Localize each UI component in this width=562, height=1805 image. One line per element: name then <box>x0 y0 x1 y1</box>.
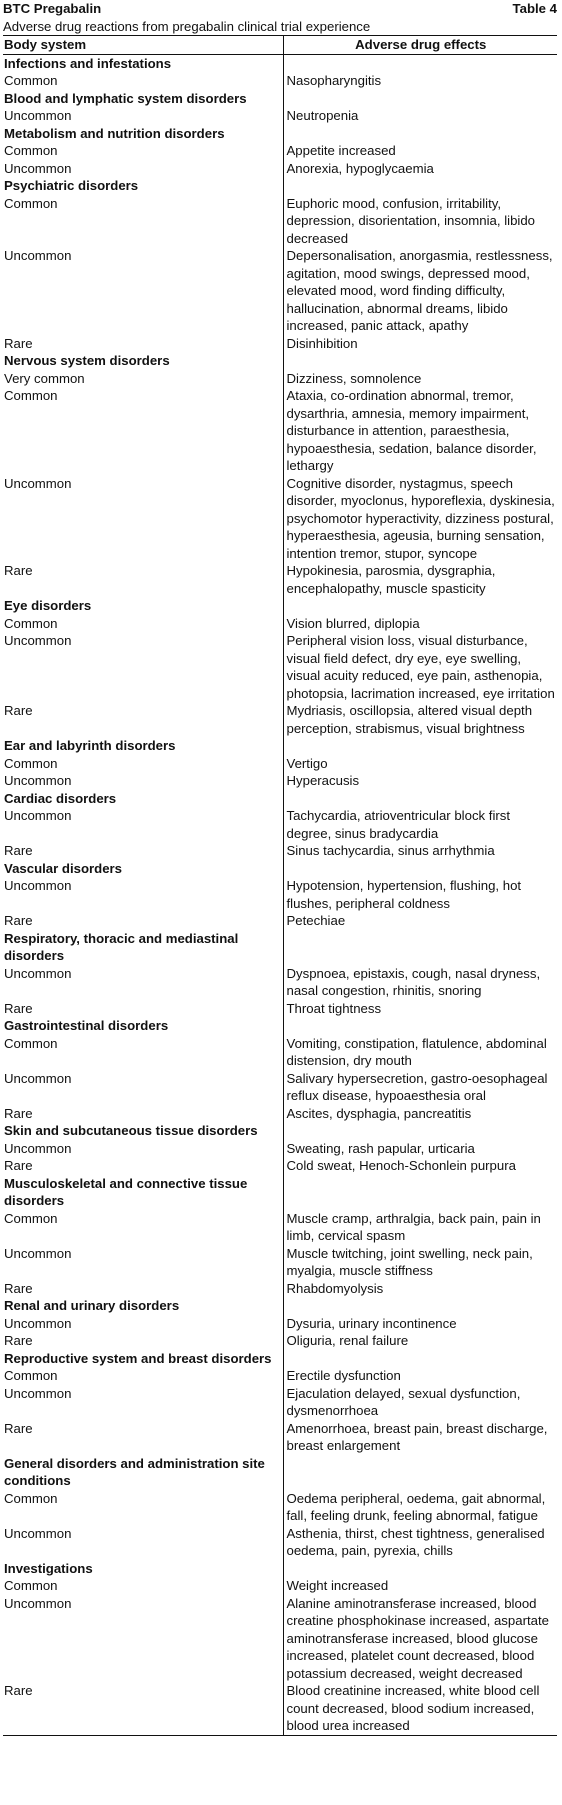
frequency-label: Uncommon <box>4 878 72 893</box>
body-system-row <box>3 790 557 808</box>
adverse-effects-cell <box>283 352 557 370</box>
frequency-label: Rare <box>4 1158 33 1173</box>
adverse-effects-cell: Hypotension, hypertension, flushing, hot flushes, peripheral coldness <box>283 877 557 912</box>
frequency-label: Uncommon <box>4 160 72 176</box>
adverse-effects-cell: Weight increased <box>283 1577 557 1595</box>
frequency-row <box>3 1035 557 1070</box>
adverse-effects-cell <box>283 54 557 72</box>
frequency-label: Rare <box>4 1333 33 1348</box>
frequency-label: Uncommon <box>4 633 72 648</box>
adverse-effects-cell: Muscle twitching, joint swelling, neck pain, myalgia, muscle stiffness <box>283 1245 557 1280</box>
adverse-effects-cell: Vomiting, constipation, flatulence, abdominal distension, dry mouth <box>283 1035 557 1070</box>
frequency-row <box>3 195 557 248</box>
table-number: Table 4 <box>512 1 557 16</box>
frequency-label: Uncommon <box>4 248 72 263</box>
frequency-row <box>3 702 557 737</box>
adverse-effects-cell: Asthenia, thirst, chest tightness, generalised oedema, pain, pyrexia, chills <box>283 1525 557 1560</box>
body-system-name: Reproductive system and breast disorders <box>4 1350 272 1366</box>
adverse-effects-cell: Anorexia, hypoglycaemia <box>283 160 557 178</box>
frequency-label: Rare <box>4 335 33 351</box>
adverse-effects-cell: Dizziness, somnolence <box>283 370 557 388</box>
adverse-effects-cell: Hyperacusis <box>283 772 557 790</box>
adverse-effects-cell: Cold sweat, Henoch-Schonlein purpura <box>283 1157 557 1175</box>
adverse-effects-cell: Appetite increased <box>283 142 557 160</box>
frequency-row <box>3 965 557 1000</box>
frequency-label: Rare <box>4 1420 33 1436</box>
frequency-row <box>3 1385 557 1420</box>
frequency-row <box>3 1577 557 1595</box>
frequency-label: Uncommon <box>4 108 72 123</box>
adverse-effects-cell <box>283 597 557 615</box>
adverse-effects-cell <box>283 1350 557 1368</box>
adverse-effects-cell: Amenorrhoea, breast pain, breast discharge, breast enlargement <box>283 1420 557 1455</box>
frequency-row <box>3 1332 557 1350</box>
adverse-effects-cell <box>283 1122 557 1140</box>
frequency-label: Common <box>4 1368 58 1383</box>
body-system-name: Skin and subcutaneous tissue disorders <box>4 1123 258 1138</box>
body-system-name: Ear and labyrinth disorders <box>4 738 176 753</box>
body-system-row <box>3 737 557 755</box>
body-system-row <box>3 177 557 195</box>
adverse-reactions-table <box>3 35 557 1736</box>
adverse-effects-cell: Oedema peripheral, oedema, gait abnormal, fall, feeling drunk, feeling abnormal, fatigue <box>283 1490 557 1525</box>
adverse-effects-cell: Ataxia, co-ordination abnormal, tremor, dysarthria, amnesia, memory impairment, disturbance in attention, paraesthesia, hypoaesthesia, sedation, balance disorder, lethargy <box>283 387 557 475</box>
frequency-row <box>3 1490 557 1525</box>
adverse-effects-cell <box>283 860 557 878</box>
frequency-label: Common <box>4 73 58 88</box>
frequency-label: Common <box>4 195 58 211</box>
body-system-name: Gastrointestinal disorders <box>4 1018 169 1033</box>
body-system-row <box>3 597 557 615</box>
table-header-row <box>3 36 557 55</box>
body-system-name: Musculoskeletal and connective tissue disorders <box>4 1175 248 1208</box>
frequency-row <box>3 1000 557 1018</box>
frequency-row <box>3 755 557 773</box>
frequency-label: Uncommon <box>4 965 72 981</box>
adverse-effects-cell: Blood creatinine increased, white blood cell count decreased, blood sodium increased, blood urea increased <box>283 1682 557 1735</box>
frequency-row <box>3 1070 557 1105</box>
body-system-row <box>3 1455 557 1490</box>
frequency-row <box>3 72 557 90</box>
adverse-effects-cell: Salivary hypersecretion, gastro-oesophageal reflux disease, hypoaesthesia oral <box>283 1070 557 1105</box>
adverse-effects-cell: Vision blurred, diplopia <box>283 615 557 633</box>
body-system-name: Infections and infestations <box>4 55 172 71</box>
frequency-row <box>3 335 557 353</box>
frequency-label: Rare <box>4 703 33 718</box>
frequency-row <box>3 1315 557 1333</box>
body-system-name: Metabolism and nutrition disorders <box>4 125 225 141</box>
adverse-effects-cell <box>283 1455 557 1490</box>
frequency-row <box>3 370 557 388</box>
frequency-label: Uncommon <box>4 773 72 788</box>
frequency-row <box>3 912 557 930</box>
frequency-row <box>3 387 557 475</box>
frequency-row <box>3 1280 557 1298</box>
adverse-effects-cell <box>283 90 557 108</box>
frequency-row <box>3 475 557 563</box>
frequency-row <box>3 877 557 912</box>
frequency-label: Uncommon <box>4 1140 72 1156</box>
frequency-label: Rare <box>4 1000 33 1016</box>
adverse-effects-cell <box>283 1175 557 1210</box>
frequency-label: Uncommon <box>4 1315 72 1331</box>
adverse-effects-cell: Muscle cramp, arthralgia, back pain, pain in limb, cervical spasm <box>283 1210 557 1245</box>
frequency-row <box>3 1595 557 1683</box>
body-system-row <box>3 352 557 370</box>
frequency-label: Uncommon <box>4 475 72 491</box>
adverse-effects-cell: Ejaculation delayed, sexual dysfunction, dysmenorrhoea <box>283 1385 557 1420</box>
adverse-effects-cell: Throat tightness <box>283 1000 557 1018</box>
frequency-row <box>3 1367 557 1385</box>
table-body <box>3 54 557 1735</box>
body-system-name: Eye disorders <box>4 598 92 613</box>
frequency-label: Common <box>4 388 58 403</box>
adverse-effects-cell: Dyspnoea, epistaxis, cough, nasal dryness, nasal congestion, rhinitis, snoring <box>283 965 557 1000</box>
document-title: BTC Pregabalin <box>3 1 102 16</box>
body-system-row <box>3 1297 557 1315</box>
frequency-row <box>3 632 557 702</box>
body-system-row <box>3 1560 557 1578</box>
adverse-effects-cell: Oliguria, renal failure <box>283 1332 557 1350</box>
adverse-effects-cell: Neutropenia <box>283 107 557 125</box>
adverse-effects-cell: Erectile dysfunction <box>283 1367 557 1385</box>
adverse-effects-cell: Depersonalisation, anorgasmia, restlessness, agitation, mood swings, depressed mood, elevated mood, word finding difficulty, hallucination, abnormal dreams, libido increased, panic attack, apathy <box>283 247 557 335</box>
frequency-row <box>3 1682 557 1735</box>
frequency-label: Rare <box>3 1682 283 1735</box>
frequency-row <box>3 1105 557 1123</box>
document <box>3 0 557 1736</box>
body-system-name: Blood and lymphatic system disorders <box>4 90 247 106</box>
adverse-effects-cell <box>283 930 557 965</box>
frequency-label: Rare <box>4 563 33 578</box>
adverse-effects-cell: Disinhibition <box>283 335 557 353</box>
frequency-label: Uncommon <box>4 1070 72 1086</box>
frequency-row <box>3 772 557 790</box>
adverse-effects-cell: Sweating, rash papular, urticaria <box>283 1140 557 1158</box>
frequency-label: Common <box>4 1578 58 1593</box>
frequency-row <box>3 107 557 125</box>
body-system-name: Cardiac disorders <box>4 790 117 806</box>
frequency-label: Uncommon <box>4 1525 72 1541</box>
body-system-name: Investigations <box>4 1560 93 1576</box>
body-system-row <box>3 90 557 108</box>
column-header-adverse-effects: Adverse drug effects <box>283 36 557 55</box>
frequency-label: Uncommon <box>4 808 72 823</box>
frequency-label: Very common <box>4 370 85 386</box>
body-system-row <box>3 1122 557 1140</box>
frequency-row <box>3 615 557 633</box>
adverse-effects-cell: Tachycardia, atrioventricular block first degree, sinus bradycardia <box>283 807 557 842</box>
frequency-label: Rare <box>4 1105 33 1121</box>
frequency-label: Uncommon <box>4 1385 72 1401</box>
table-caption: Adverse drug reactions from pregabalin clinical trial experience <box>3 18 371 34</box>
adverse-effects-cell: Ascites, dysphagia, pancreatitis <box>283 1105 557 1123</box>
adverse-effects-cell <box>283 1297 557 1315</box>
adverse-effects-cell: Dysuria, urinary incontinence <box>283 1315 557 1333</box>
adverse-effects-cell <box>283 1017 557 1035</box>
frequency-label: Common <box>4 1210 58 1226</box>
frequency-row <box>3 1157 557 1175</box>
frequency-row <box>3 142 557 160</box>
body-system-row <box>3 1175 557 1210</box>
frequency-label: Common <box>4 1490 58 1506</box>
frequency-row <box>3 1140 557 1158</box>
document-header <box>3 0 557 18</box>
adverse-effects-cell: Peripheral vision loss, visual disturbance, visual field defect, dry eye, eye swelling, visual acuity reduced, eye pain, asthenopia, photopsia, lacrimation increased, eye irritation <box>283 632 557 702</box>
body-system-row <box>3 125 557 143</box>
frequency-row <box>3 1525 557 1560</box>
frequency-label: Rare <box>4 1280 33 1296</box>
body-system-name: Nervous system disorders <box>4 353 170 368</box>
adverse-effects-cell: Euphoric mood, confusion, irritability, depression, disorientation, insomnia, libido decreased <box>283 195 557 248</box>
body-system-name: General disorders and administration site conditions <box>4 1455 265 1488</box>
body-system-name: Vascular disorders <box>4 860 123 876</box>
adverse-effects-cell <box>283 177 557 195</box>
adverse-effects-cell: Petechiae <box>283 912 557 930</box>
frequency-row <box>3 1245 557 1280</box>
frequency-row <box>3 562 557 597</box>
adverse-effects-cell: Hypokinesia, parosmia, dysgraphia, encephalopathy, muscle spasticity <box>283 562 557 597</box>
adverse-effects-cell: Vertigo <box>283 755 557 773</box>
adverse-effects-cell: Cognitive disorder, nystagmus, speech disorder, myoclonus, hyporeflexia, dyskinesia, psychomotor hyperactivity, dizziness postural, hyperaesthesia, ageusia, burning sensation, intention tremor, stupor, syncope <box>283 475 557 563</box>
body-system-row <box>3 1017 557 1035</box>
adverse-effects-cell <box>283 737 557 755</box>
column-header-body-system: Body system <box>3 36 283 55</box>
frequency-label: Uncommon <box>4 1595 72 1611</box>
body-system-name: Respiratory, thoracic and mediastinal disorders <box>4 930 239 963</box>
body-system-name: Psychiatric disorders <box>4 178 139 193</box>
frequency-label: Common <box>4 143 58 158</box>
frequency-label: Common <box>4 1035 58 1051</box>
adverse-effects-cell: Mydriasis, oscillopsia, altered visual depth perception, strabismus, visual brightness <box>283 702 557 737</box>
body-system-row <box>3 860 557 878</box>
adverse-effects-cell: Nasopharyngitis <box>283 72 557 90</box>
body-system-row <box>3 54 557 72</box>
frequency-label: Rare <box>4 913 33 928</box>
frequency-label: Rare <box>4 843 33 858</box>
frequency-row <box>3 1210 557 1245</box>
adverse-effects-cell: Sinus tachycardia, sinus arrhythmia <box>283 842 557 860</box>
frequency-row <box>3 842 557 860</box>
frequency-row <box>3 1420 557 1455</box>
frequency-label: Uncommon <box>4 1245 72 1261</box>
frequency-label: Common <box>4 755 58 771</box>
frequency-row <box>3 247 557 335</box>
body-system-name: Renal and urinary disorders <box>4 1298 180 1313</box>
frequency-row <box>3 160 557 178</box>
adverse-effects-cell <box>283 1560 557 1578</box>
body-system-row <box>3 1350 557 1368</box>
adverse-effects-cell: Alanine aminotransferase increased, blood creatine phosphokinase increased, aspartate aminotransferase increased, blood glucose increased, platelet count decreased, blood potassium decreased, weight decreased <box>283 1595 557 1683</box>
adverse-effects-cell <box>283 790 557 808</box>
body-system-row <box>3 930 557 965</box>
frequency-label: Common <box>4 615 58 631</box>
adverse-effects-cell <box>283 125 557 143</box>
adverse-effects-cell: Rhabdomyolysis <box>283 1280 557 1298</box>
frequency-row <box>3 807 557 842</box>
